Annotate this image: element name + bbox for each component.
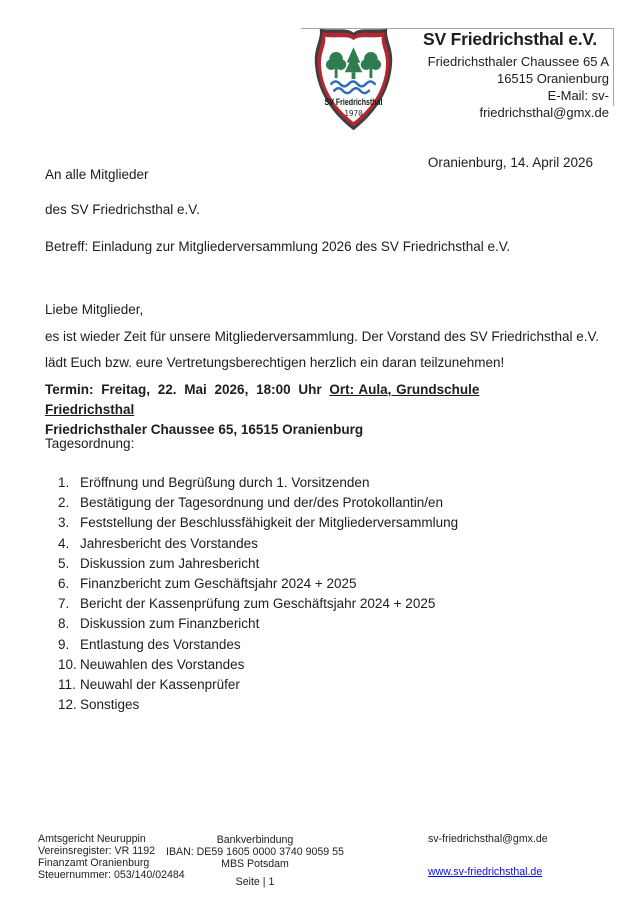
agenda-item-number: 4.	[58, 535, 70, 551]
agenda-heading: Tagesordnung:	[45, 436, 135, 451]
meeting-address: Friedrichsthaler Chaussee 65, 16515 Oranienburg	[45, 422, 364, 437]
agenda-item	[58, 616, 458, 636]
agenda-item	[58, 576, 458, 596]
agenda-item-text: Neuwahl der Kassenprüfer	[80, 676, 240, 692]
footer-bank-info	[155, 834, 355, 888]
footer-website-link[interactable]: www.sv-friedrichsthal.de	[428, 866, 543, 878]
meeting-location: Ort: Aula, Grundschule Friedrichsthal	[45, 382, 480, 417]
agenda-item-number: 2.	[58, 495, 70, 511]
footer-register: Vereinsregister: VR 1192	[38, 845, 155, 857]
agenda-item-text: Finanzbericht zum Geschäftsjahr 2024 + 2025	[80, 575, 357, 591]
agenda-item-number: 9.	[58, 636, 70, 652]
agenda-item-number: 10.	[58, 656, 77, 672]
body-paragraph-line-2: lädt Euch bzw. eure Vertretungsberechtigen herzlich ein daran teilzunehmen!	[45, 355, 505, 370]
agenda-item-text: Diskussion zum Jahresbericht	[80, 555, 260, 571]
org-email-line: E-Mail: sv-friedrichsthal@gmx.de	[479, 88, 609, 120]
agenda-item-text: Feststellung der Beschlussfähigkeit der Mitgliederversammlung	[80, 515, 459, 531]
agenda-item	[58, 657, 458, 677]
agenda-item-text: Entlastung des Vorstandes	[80, 636, 241, 652]
meeting-details	[45, 380, 565, 440]
agenda-item-number: 11.	[58, 676, 76, 692]
date-line: Oranienburg, 14. April 2026	[427, 155, 593, 170]
salutation: Liebe Mitglieder,	[45, 302, 144, 317]
crest-year: 1970	[344, 108, 363, 118]
footer-email: sv-friedrichsthal@gmx.de	[428, 833, 548, 845]
footer-tax-number: Steuernummer: 053/140/02484	[38, 869, 185, 881]
agenda-item-number: 8.	[58, 616, 70, 632]
agenda-item-number: 3.	[58, 515, 70, 531]
agenda-item	[58, 536, 458, 556]
page-number: Seite | 1	[235, 876, 275, 888]
club-crest-logo	[305, 24, 402, 138]
org-name: SV Friedrichsthal e.V.	[423, 29, 597, 49]
org-address-line2: 16515 Oranienburg	[496, 71, 609, 86]
recipient-line-1: An alle Mitglieder	[45, 167, 149, 182]
body-paragraph-line-1: es ist wieder Zeit für unsere Mitgliederversammlung. Der Vorstand des SV Friedrichsthal e.V.	[45, 329, 599, 344]
agenda-list	[58, 475, 458, 717]
agenda-item	[58, 677, 458, 697]
agenda-item-number: 12.	[58, 697, 77, 713]
agenda-item-text: Neuwahlen des Vorstandes	[80, 656, 245, 672]
footer-bank-title: Bankverbindung	[216, 834, 294, 846]
footer-contact-info	[428, 833, 548, 878]
agenda-item-number: 1.	[58, 475, 70, 490]
agenda-item-text: Diskussion zum Finanzbericht	[80, 616, 260, 632]
agenda-item	[58, 495, 458, 515]
footer-bank-name: MBS Potsdam	[221, 858, 289, 870]
agenda-item	[58, 475, 458, 495]
agenda-item	[58, 556, 458, 576]
footer-tax-office: Finanzamt Oranienburg	[38, 857, 150, 869]
agenda-item-text: Bericht der Kassenprüfung zum Geschäftsjahr 2024 + 2025	[80, 596, 436, 612]
org-address-line1: Friedrichsthaler Chaussee 65 A	[427, 54, 609, 69]
agenda-item-number: 6.	[58, 575, 70, 591]
agenda-item	[58, 596, 458, 616]
agenda-item-number: 5.	[58, 555, 70, 571]
meeting-date-time: Termin: Freitag, 22. Mai 2026, 18:00 Uhr	[45, 382, 330, 397]
agenda-item-number: 7.	[58, 596, 70, 612]
recipient-line-2: des SV Friedrichsthal e.V.	[45, 202, 200, 217]
agenda-item	[58, 697, 458, 717]
letterhead-address-block	[423, 29, 609, 121]
footer-court: Amtsgericht Neuruppin	[38, 833, 146, 845]
agenda-item-text: Bestätigung der Tagesordnung und der/des Protokollantin/en	[80, 495, 444, 511]
agenda-item-text: Sonstiges	[80, 697, 140, 713]
letterhead-right-rule	[613, 28, 614, 106]
agenda-item	[58, 637, 458, 657]
agenda-item	[58, 515, 458, 535]
footer-iban: IBAN: DE59 1605 0000 3740 9059 55	[166, 846, 344, 858]
agenda-item-text: Eröffnung und Begrüßung durch 1. Vorsitzenden	[80, 475, 370, 490]
subject-line: Betreff: Einladung zur Mitgliederversammlung 2026 des SV Friedrichsthal e.V.	[45, 239, 511, 254]
crest-club-name: SV Friedrichsthal	[324, 97, 383, 108]
agenda-item-text: Jahresbericht des Vorstandes	[80, 535, 258, 551]
